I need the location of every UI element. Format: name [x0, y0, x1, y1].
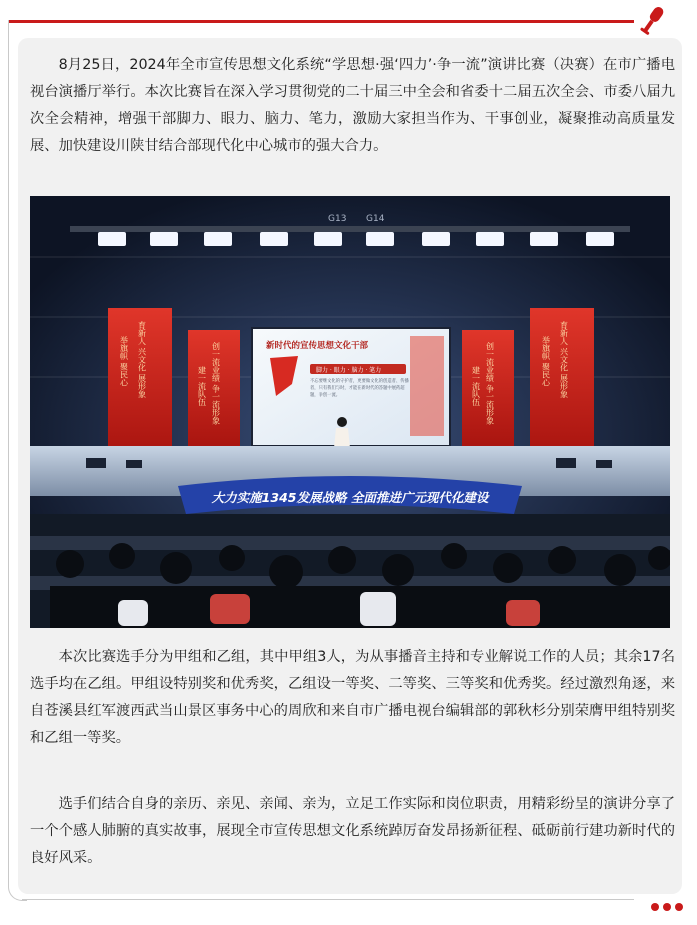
pillar-text-8: 举旗帜 聚民心	[541, 336, 551, 387]
pillar-text-6: 建一流队伍	[471, 366, 481, 406]
pillar-text-2: 举旗帜 聚民心	[119, 336, 129, 387]
footer-rule	[22, 899, 634, 900]
three-dots-icon	[650, 902, 690, 912]
screen-title: 新时代的宣传思想文化干部	[266, 341, 369, 351]
pillar-text-5: 创一流业绩 争一流形象	[485, 342, 495, 425]
article-paragraph-3: 选手们结合自身的亲历、亲见、亲闻、亲为，立足工作实际和岗位职责，用精彩纷呈的演讲分享了一个个感人肺腑的真实故事，展现全市宣传思想文化系统踔厉奋发昂扬新征程、砥砺前行建功新时代的良好风采。	[30, 796, 675, 866]
header-rule	[8, 20, 634, 23]
rig-label-2: G14	[366, 214, 385, 224]
screen-subtitle: 脚力 · 眼力 · 脑力 · 笔力	[316, 367, 382, 374]
article-paragraph-1: 8月25日，2024年全市宣传思想文化系统“学思想·强‘四力’·争一流”演讲比赛（决赛）在市广播电视台演播厅举行。本次比赛旨在深入学习贯彻党的二十届三中全会和省委十二届五次全会、市委八届九次全会精神，增强干部脚力、眼力、脑力、笔力，激励大家担当作为、干事创业，凝聚推动高质量发展、加快建设川陕甘结合部现代化中心城市的强大合力。	[30, 57, 675, 154]
microphone-icon	[637, 4, 667, 38]
banner-text: 大力实施1345发展战略 全面推进广元现代化建设	[211, 490, 489, 505]
rig-label-1: G13	[328, 214, 347, 224]
speaker-head	[337, 417, 347, 427]
screen-body: 不忘要继文化的守护者，更要做文化的创造者、传播者，只有我们与时，才能在新时代的答题中展药超题，争创一流。	[310, 379, 409, 398]
pillar-text-7: 育新人 兴文化 展形象	[559, 321, 569, 399]
event-photo	[30, 196, 670, 628]
pillar-text-1: 育新人 兴文化 展形象	[137, 321, 147, 399]
pillar-text-4: 建一流队伍	[197, 366, 207, 406]
article-paragraph-2: 本次比赛选手分为甲组和乙组，其中甲组3人，为从事播音主持和专业解说工作的人员；其余17名选手均在乙组。甲组设特别奖和优秀奖，乙组设一等奖、二等奖、三等奖和优秀奖。经过激烈角逐，来自苍溪县红军渡西武当山景区事务中心的周欣和来自市广播电视台编辑部的郭秋杉分别荣膺甲组特别奖和乙组一等奖。	[30, 649, 675, 746]
pillar-text-3: 创一流业绩 争一流形象	[211, 342, 221, 425]
